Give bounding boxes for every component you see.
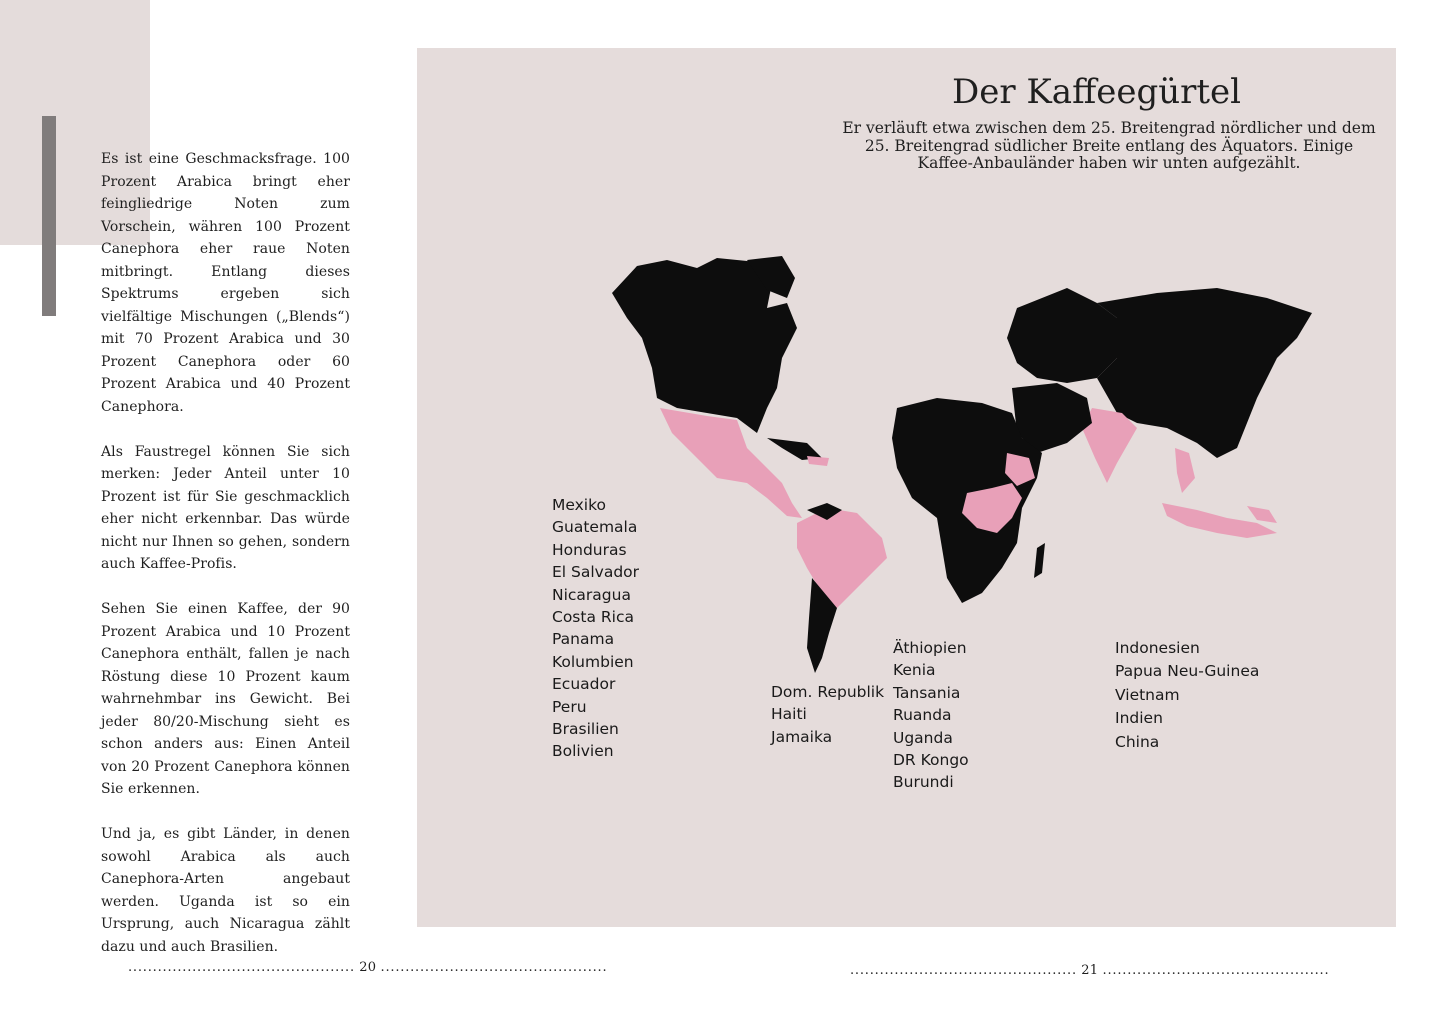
list-item: Bolivien — [552, 742, 614, 761]
page-number-left: 20 — [359, 960, 377, 975]
page-footer-left: .............................................. 20 .............................................. — [128, 960, 608, 975]
map-south-america-north — [797, 508, 887, 608]
map-vietnam — [1175, 448, 1195, 493]
paragraph-2: Als Faustregel können Sie sich merken: Jeder Anteil unter 10 Prozent ist für Sie geschmacklich eher nicht erkennbar. Das würde nicht nur Ihnen so gehen, sondern auch Kaffee-Profis. — [101, 443, 350, 572]
list-item: Panama — [552, 630, 615, 649]
map-mexico — [660, 408, 802, 518]
list-item: Uganda — [893, 728, 953, 747]
page-footer-right: .............................................. 21 .............................................. — [850, 963, 1330, 978]
list-item: Burundi — [893, 773, 954, 792]
map-hispaniola — [807, 456, 829, 466]
country-list-africa — [893, 637, 969, 794]
list-item: China — [1115, 732, 1160, 751]
list-item: Äthiopien — [893, 639, 967, 657]
list-item: Kenia — [893, 661, 936, 680]
list-item: Ruanda — [893, 706, 952, 725]
list-item: Peru — [552, 697, 587, 716]
world-map — [597, 248, 1317, 678]
list-item: Indien — [1115, 709, 1163, 728]
list-item: Jamaika — [771, 727, 833, 746]
left-page-body — [101, 148, 350, 981]
coffee-belt-panel — [417, 48, 1396, 927]
page-number-right: 21 — [1081, 963, 1099, 978]
list-item: Mexiko — [552, 496, 607, 514]
map-papua — [1247, 506, 1277, 523]
paragraph-3: Sehen Sie einen Kaffee, der 90 Prozent Arabica und 10 Prozent Canephora enthält, fallen je nach Röstung diese 10 Prozent kaum wahrnehmbar ins Gewicht. Bei jeder 80/20-Mischung sieht es schon anders aus: Einen Anteil von 20 Prozent Canephora können Sie erkennen. — [101, 601, 350, 797]
map-madagascar — [1034, 543, 1045, 578]
map-indonesia — [1162, 503, 1277, 538]
list-item: Nicaragua — [552, 585, 631, 604]
list-item: Indonesien — [1115, 639, 1200, 657]
list-item: Vietnam — [1115, 685, 1180, 704]
list-item: Ecuador — [552, 675, 616, 694]
list-item: Tansania — [893, 683, 961, 702]
list-item: Papua Neu-Guinea — [1115, 662, 1260, 681]
country-list-americas — [552, 494, 639, 763]
list-item: Costa Rica — [552, 608, 634, 627]
country-list-asia — [1115, 637, 1259, 754]
panel-title: Der Kaffeegürtel — [951, 72, 1242, 112]
map-europe — [1007, 288, 1117, 383]
list-item: Guatemala — [552, 518, 638, 537]
list-item: El Salvador — [552, 563, 640, 582]
list-item: Dom. Republik — [771, 683, 885, 701]
list-item: Kolumbien — [552, 652, 634, 671]
list-item: Honduras — [552, 540, 627, 559]
panel-subtitle: Er verläuft etwa zwischen dem 25. Breitengrad nördlicher und dem 25. Breitengrad südlicher Breite entlang des Äquators. Einige Kaffee-Anbauländer haben wir unten aufgezählt. — [842, 119, 1376, 172]
list-item: DR Kongo — [893, 751, 969, 770]
side-accent-bar — [42, 116, 56, 316]
paragraph-1: Es ist eine Geschmacksfrage. 100 Prozent Arabica bringt eher feingliedrige Noten zum Vorschein, währen 100 Prozent Canephora eher raue Noten mitbringt. Entlang dieses Spektrums ergeben sich vielfältige Mischungen („Blends“) mit 70 Prozent Arabica und 30 Prozent Canephora oder 60 Prozent Arabica und 40 Prozent Canephora. — [101, 151, 350, 415]
country-list-caribbean — [771, 681, 884, 748]
list-item: Brasilien — [552, 720, 619, 739]
paragraph-4: Und ja, es gibt Länder, in denen sowohl Arabica als auch Canephora-Arten angebaut werden. Uganda ist so ein Ursprung, auch Nicaragua zählt dazu und auch Brasilien. — [101, 826, 350, 955]
list-item: Haiti — [771, 705, 807, 724]
